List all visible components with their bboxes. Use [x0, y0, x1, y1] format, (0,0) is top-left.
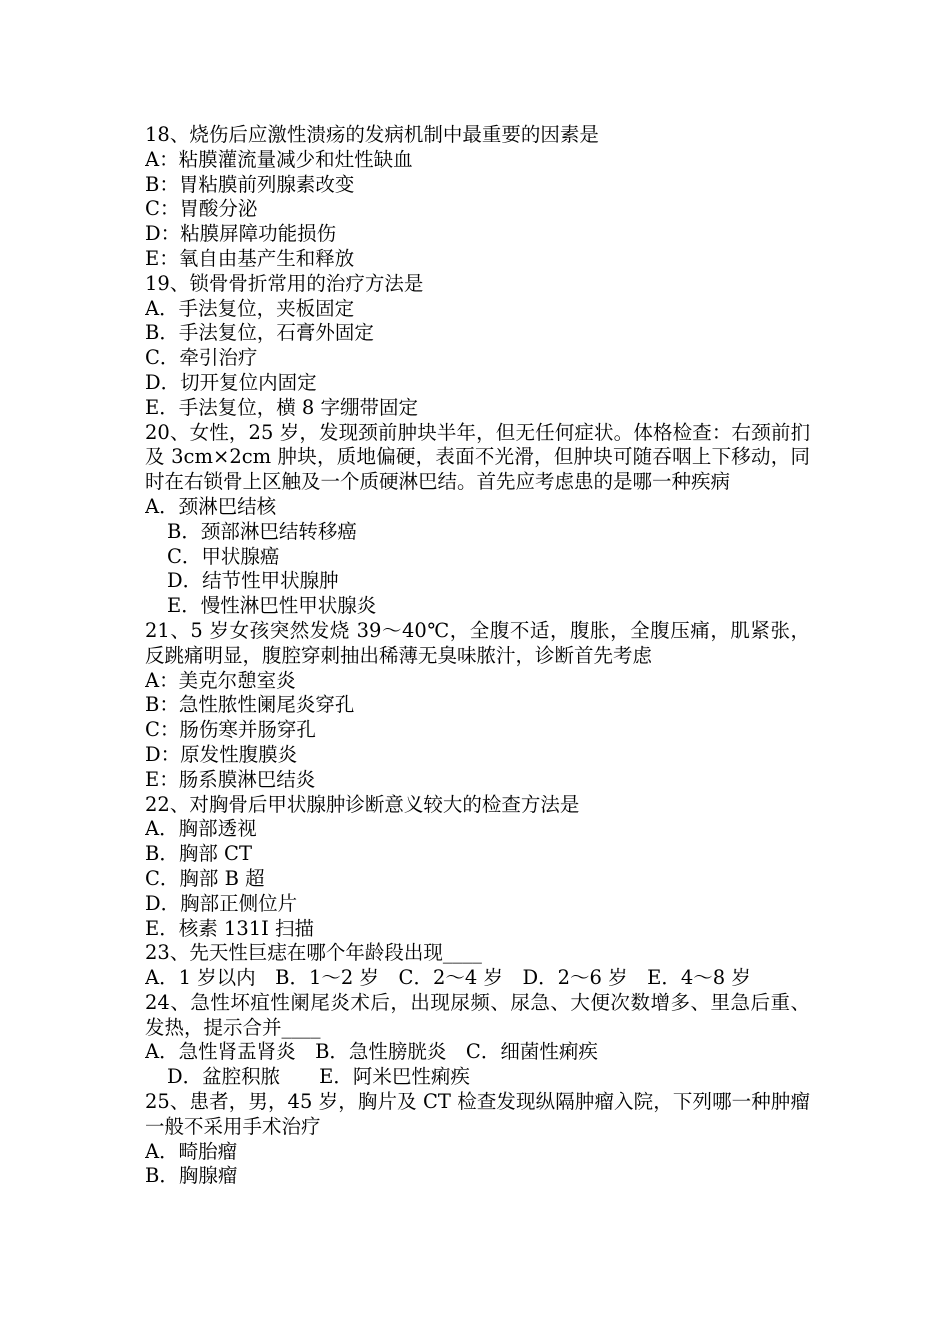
question-18-option-b: B：胃粘膜前列腺素改变 — [145, 172, 355, 196]
question-25-option-b: B．胸腺瘤 — [145, 1164, 238, 1188]
document-page — [145, 123, 810, 1189]
question-18-option-d: D：粘膜屏障功能损伤 — [145, 222, 337, 246]
question-21-option-e: E：肠系膜淋巴结炎 — [145, 767, 316, 791]
question-19-stem: 19、锁骨骨折常用的治疗方法是 — [145, 271, 424, 295]
question-19-option-b: B．手法复位，石膏外固定 — [145, 321, 374, 345]
question-19-option-e: E．手法复位，横 8 字绷带固定 — [145, 395, 419, 419]
question-25-option-a: A．畸胎瘤 — [145, 1139, 238, 1163]
question-20-option-b: B．颈部淋巴结转移癌 — [167, 519, 357, 543]
question-20-option-d: D．结节性甲状腺肿 — [167, 569, 339, 593]
question-24-stem: 24、急性坏疽性阑尾炎术后，出现尿频、尿急、大便次数增多、里急后重、发热，提示合并____ — [145, 990, 810, 1039]
question-23-stem: 23、先天性巨痣在哪个年龄段出现____ — [145, 941, 482, 965]
question-20-option-a: A．颈淋巴结核 — [145, 494, 277, 518]
question-21-stem: 21、5 岁女孩突然发烧 39～40℃，全腹不适，腹胀，全腹压痛，肌紧张，反跳痛明显，腹腔穿刺抽出稀薄无臭味脓汁，诊断首先考虑 — [145, 618, 810, 667]
question-22-stem: 22、对胸骨后甲状腺肿诊断意义较大的检查方法是 — [145, 792, 580, 816]
question-19-option-d: D．切开复位内固定 — [145, 370, 317, 394]
question-19-option-a: A．手法复位，夹板固定 — [145, 296, 355, 320]
question-25-stem: 25、患者，男，45 岁，胸片及 CT 检查发现纵隔肿瘤入院，下列哪一种肿瘤一般不采用手术治疗 — [145, 1090, 810, 1138]
question-20-option-c: C．甲状腺癌 — [167, 544, 280, 568]
question-20-option-e: E．慢性淋巴性甲状腺炎 — [167, 594, 377, 618]
question-24-options-row-1: A．急性肾盂肾炎 B．急性膀胱炎 C．细菌性痢疾 — [145, 1040, 598, 1064]
question-21-option-c: C：肠伤寒并肠穿孔 — [145, 718, 316, 742]
question-18-stem: 18、烧伤后应激性溃疡的发病机制中最重要的因素是 — [145, 123, 599, 146]
question-22-option-e: E．核素 131I 扫描 — [145, 916, 315, 940]
question-22-option-a: A．胸部透视 — [145, 817, 257, 841]
question-19-option-c: C．牵引治疗 — [145, 346, 258, 370]
question-21-option-a: A：美克尔憩室炎 — [145, 668, 296, 692]
question-18-option-a: A：粘膜灌流量减少和灶性缺血 — [145, 147, 413, 171]
question-22-option-d: D．胸部正侧位片 — [145, 891, 298, 915]
question-18-option-c: C：胃酸分泌 — [145, 197, 258, 221]
question-22-option-b: B．胸部 CT — [145, 842, 252, 866]
question-24-options-row-2: D．盆腔积脓 E．阿米巴性痢疾 — [167, 1065, 470, 1089]
question-22-option-c: C．胸部 B 超 — [145, 866, 265, 890]
question-21-option-d: D：原发性腹膜炎 — [145, 742, 298, 766]
question-18-option-e: E：氧自由基产生和释放 — [145, 246, 355, 270]
question-23-options: A．1 岁以内 B．1～2 岁 C．2～4 岁 D．2～6 岁 E．4～8 岁 — [145, 966, 751, 990]
question-21-option-b: B：急性脓性阑尾炎穿孔 — [145, 693, 355, 717]
question-20-stem: 20、女性，25 岁，发现颈前肿块半年，但无任何症状。体格检查：右颈前扪及 3cm×2cm 肿块，质地偏硬，表面不光滑，但肿块可随吞咽上下移动，同时在右锁骨上区触及一个质硬淋巴结。首先应考虑患的是哪一种疾病 — [145, 420, 810, 494]
